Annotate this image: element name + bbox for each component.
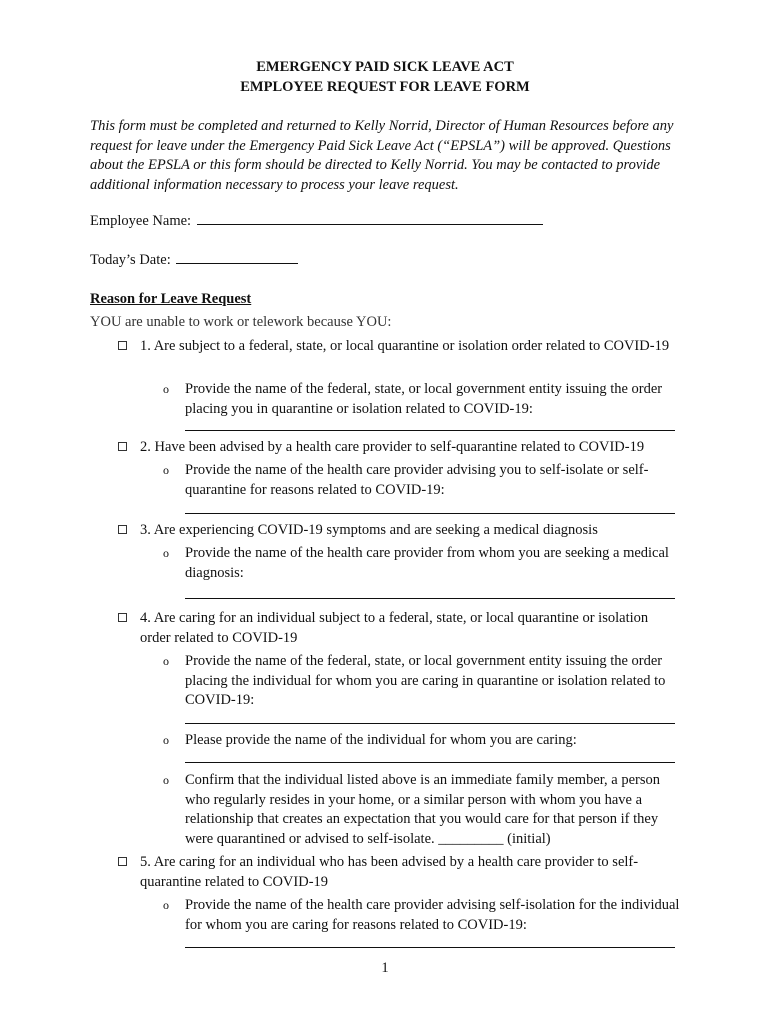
reason-1-sub-1	[163, 380, 683, 419]
circle-bullet-icon: o	[163, 733, 169, 747]
reason-2-checkbox[interactable]	[118, 442, 127, 451]
reason-4-sub-2	[163, 731, 683, 751]
todays-date-field[interactable]	[176, 251, 298, 264]
reason-5-answer-line[interactable]	[185, 947, 675, 948]
reason-5-sub-1-text: Provide the name of the health care provider advising self-isolation for the individual for whom you are caring for reasons related to COVID-19:	[185, 897, 680, 933]
reason-3-answer-line[interactable]	[185, 598, 675, 599]
reason-item-1	[118, 337, 678, 357]
reason-4-sub-1	[163, 652, 683, 711]
reason-3-text: 3. Are experiencing COVID-19 symptoms and are seeking a medical diagnosis	[140, 522, 598, 538]
reason-3-checkbox[interactable]	[118, 525, 127, 534]
intro-paragraph: This form must be completed and returned to Kelly Norrid, Director of Human Resources before any request for leave under the Emergency Paid Sick Leave Act (“EPSLA”) will be approved. Questions about the EPSLA or this form should be directed to Kelly Norrid. You may be contacted to provide additional information necessary to process your leave request.	[90, 118, 674, 193]
reason-1-answer-line[interactable]	[185, 430, 675, 431]
reason-4-sub-3-text: Confirm that the individual listed above is an immediate family member, a person who regularly resides in your home, or a similar person with whom you have a relationship that creates an expectation that you would care for that person if they were quarantined or advised to self-isolate. _________ (initial)	[185, 772, 660, 847]
reason-item-3	[118, 521, 678, 541]
reason-1-sub-1-text: Provide the name of the federal, state, or local government entity issuing the order placing you in quarantine or isolation related to COVID-19:	[185, 381, 663, 417]
reason-heading: Reason for Leave Request	[90, 291, 252, 307]
page-number: 1	[381, 960, 389, 976]
reason-4-sub-1-text: Provide the name of the federal, state, or local government entity issuing the order placing the individual for whom you are caring in quarantine or isolation related to COVID-19:	[185, 653, 666, 708]
reason-item-4	[118, 609, 678, 648]
reason-4-answer-line-2[interactable]	[185, 762, 675, 763]
reason-3-sub-1	[163, 544, 683, 583]
reason-5-checkbox[interactable]	[118, 857, 127, 866]
form-title-line-1: EMERGENCY PAID SICK LEAVE ACT	[256, 59, 514, 75]
reason-2-text: 2. Have been advised by a health care provider to self-quarantine related to COVID-19	[140, 439, 645, 455]
reason-3-sub-1-text: Provide the name of the health care provider from whom you are seeking a medical diagnosis:	[185, 545, 669, 581]
reason-4-text: 4. Are caring for an individual subject to a federal, state, or local quarantine or isolation order related to COVID-19	[140, 610, 649, 646]
todays-date-label: Today’s Date:	[90, 252, 171, 268]
circle-bullet-icon: o	[163, 654, 169, 668]
reason-1-text: 1. Are subject to a federal, state, or local quarantine or isolation order related to COVID-19	[140, 338, 670, 354]
reason-4-sub-3	[163, 771, 683, 849]
reason-2-answer-line[interactable]	[185, 513, 675, 514]
reason-4-answer-line-1[interactable]	[185, 723, 675, 724]
todays-date-row	[90, 251, 298, 270]
reason-5-text: 5. Are caring for an individual who has been advised by a health care provider to self-quarantine related to COVID-19	[140, 854, 639, 890]
form-title-line-2: EMPLOYEE REQUEST FOR LEAVE FORM	[240, 79, 530, 95]
reason-4-checkbox[interactable]	[118, 613, 127, 622]
reason-item-2	[118, 438, 678, 458]
circle-bullet-icon: o	[163, 382, 169, 396]
reason-2-sub-1-text: Provide the name of the health care provider advising you to self-isolate or self-quarantine for reasons related to COVID-19:	[185, 462, 649, 498]
reason-intro: YOU are unable to work or telework because YOU:	[90, 314, 392, 330]
reason-5-sub-1	[163, 896, 683, 935]
employee-name-row	[90, 212, 543, 231]
reason-item-5	[118, 853, 678, 892]
reason-4-sub-2-text: Please provide the name of the individual for whom you are caring:	[185, 732, 577, 748]
circle-bullet-icon: o	[163, 773, 169, 787]
circle-bullet-icon: o	[163, 463, 169, 477]
reason-2-sub-1	[163, 461, 683, 500]
reason-1-checkbox[interactable]	[118, 341, 127, 350]
circle-bullet-icon: o	[163, 546, 169, 560]
employee-name-label: Employee Name:	[90, 213, 192, 229]
employee-name-field[interactable]	[197, 212, 543, 225]
circle-bullet-icon: o	[163, 898, 169, 912]
